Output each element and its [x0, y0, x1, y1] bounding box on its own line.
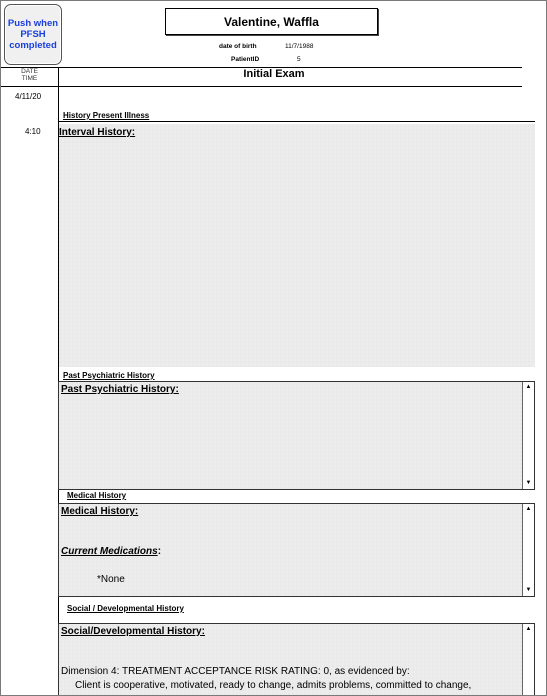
- dob-label: date of birth: [219, 43, 257, 50]
- past-psych-title: Past Psychiatric History:: [61, 384, 179, 395]
- past-psych-field[interactable]: [58, 381, 535, 490]
- social-history-title: Social/Developmental History:: [61, 626, 205, 637]
- exam-time: 4:10: [25, 127, 41, 136]
- patient-name: Valentine, Waffla: [165, 8, 378, 35]
- interval-history-field[interactable]: [59, 124, 535, 367]
- medical-section-label: Medical History: [67, 491, 127, 500]
- medical-history-field[interactable]: [58, 503, 535, 597]
- interval-history-title: Interval History:: [59, 127, 136, 138]
- medical-scrollbar[interactable]: [522, 504, 534, 596]
- social-scrollbar[interactable]: [522, 624, 534, 696]
- dimension-line: Dimension 4: TREATMENT ACCEPTANCE RISK RATING: 0, as evidenced by:: [61, 666, 410, 677]
- social-history-field[interactable]: [58, 623, 535, 696]
- psych-section-label: Past Psychiatric History: [63, 371, 155, 380]
- patient-id-value: 5: [297, 56, 301, 63]
- current-meds-label: Current Medications:: [61, 546, 162, 557]
- medical-history-title: Medical History:: [61, 506, 139, 517]
- past-psych-scrollbar[interactable]: [522, 382, 534, 489]
- dob-value: 11/7/1988: [285, 43, 314, 50]
- scroll-down-icon[interactable]: ▼: [525, 587, 532, 593]
- header-divider-bottom: [1, 86, 522, 87]
- meds-value: *None: [97, 574, 125, 585]
- scroll-up-icon[interactable]: ▲: [525, 626, 532, 632]
- scroll-up-icon[interactable]: ▲: [525, 384, 532, 390]
- date-time-header: DATE TIME: [21, 68, 38, 82]
- exam-title: Initial Exam: [243, 68, 305, 80]
- exam-date: 4/11/20: [15, 92, 42, 101]
- social-section-label: Social / Developmental History: [67, 604, 184, 613]
- client-line: Client is cooperative, motivated, ready to change, admits problems, committed to change,: [75, 680, 472, 691]
- hpi-divider: [59, 121, 535, 122]
- patient-id-label: PatientID: [231, 56, 260, 63]
- scroll-up-icon[interactable]: ▲: [525, 506, 532, 512]
- hpi-section-label: History Present Illness: [63, 111, 150, 120]
- scroll-down-icon[interactable]: ▼: [525, 480, 532, 486]
- push-pfsh-button[interactable]: Push when PFSH completed: [4, 4, 62, 65]
